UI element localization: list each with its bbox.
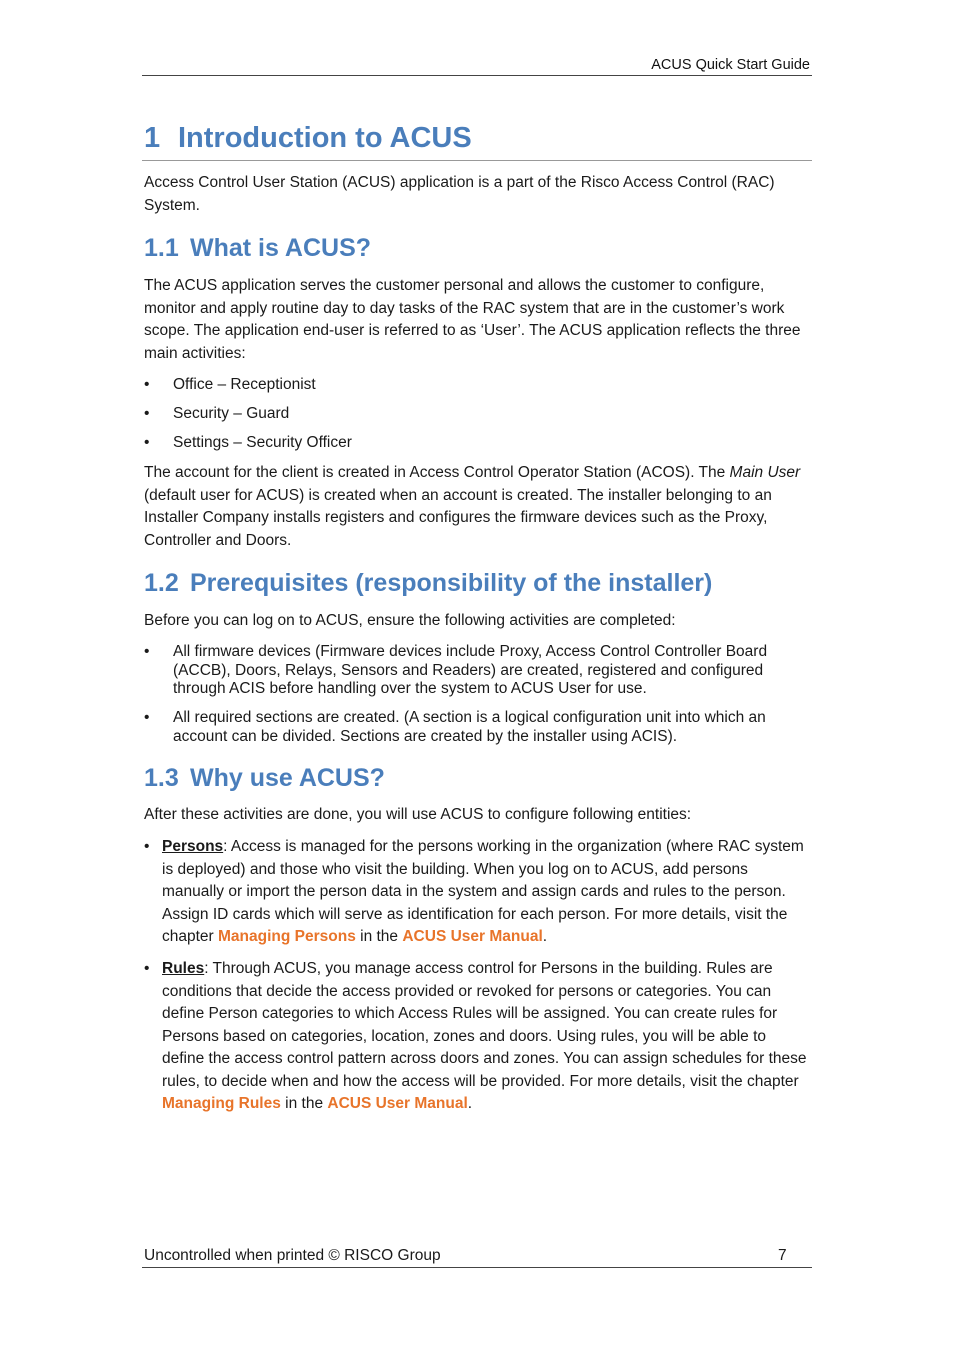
- section-title: Why use ACUS?: [190, 764, 385, 792]
- account-text-start: The account for the client is created in Access Control Operator Station (ACOS). The: [144, 464, 730, 481]
- what-is-paragraph: The ACUS application serves the customer personal and allows the customer to configure, monitor and apply routine day to day tasks of the RAC system that are in the customer’s work scope. The application end-user is referred to as ‘User’. The ACUS application reflects the three main activities:: [144, 277, 801, 362]
- section-title: What is ACUS?: [190, 234, 372, 262]
- managing-rules-link[interactable]: Managing Rules: [162, 1095, 281, 1112]
- account-text-end: (default user for ACUS) is created when an account is created. The installer belonging to an Installer Company installs registers and configures the firmware devices such as the Proxy, Controller and Doors.: [144, 486, 772, 549]
- persons-term: Persons: [162, 838, 224, 855]
- bullet-icon: •: [144, 960, 150, 977]
- bullet-icon: •: [144, 434, 150, 451]
- footer-rule: [142, 1267, 812, 1268]
- account-paragraph: [144, 462, 810, 552]
- bullet-icon: •: [144, 838, 150, 855]
- persons-end-text: .: [542, 928, 548, 945]
- persons-mid-text: in the: [355, 928, 403, 945]
- persons-description: : Access is managed for the persons working in the organization (where RAC system is deployed) and those who visit the building. When you log on to ACUS, add persons manually or import the person data in the system and assign cards and rules to the person. Assign ID cards which will serve as identification for each person. For more details, visit the chapter: [162, 838, 804, 945]
- rules-description: : Through ACUS, you manage access control for Persons in the building. Rules are conditions that decide the access provided or revoked for persons or categories. You can define Person categories to which Access Rules will be assigned. You can create rules for Persons based on categories, location, zones and doors. Using rules, you will be able to define the access control pattern across doors and zones. You can assign schedules for these rules, to decide when and how the access will be provided. For more details, visit the chapter: [162, 960, 807, 1090]
- chapter-heading: [144, 122, 472, 155]
- list-item: [144, 405, 810, 424]
- bullet-icon: •: [144, 405, 150, 422]
- list-item: [144, 434, 810, 453]
- prerequisites-paragraph: Before you can log on to ACUS, ensure the following activities are completed:: [144, 612, 676, 629]
- list-item: [144, 709, 810, 746]
- intro-paragraph: Access Control User Station (ACUS) application is a part of the Risco Access Control (RAC) System.: [144, 174, 775, 214]
- section-number: 1.2: [144, 569, 179, 597]
- section-number: 1.1: [144, 234, 179, 262]
- section-heading-1-3: [144, 764, 385, 793]
- list-item-text: Office – Receptionist: [173, 376, 316, 393]
- chapter-title: Introduction to ACUS: [178, 122, 472, 154]
- main-user-term: Main User: [729, 464, 801, 481]
- chapter-number: 1: [144, 122, 161, 154]
- rules-term: Rules: [162, 960, 205, 977]
- page-number: 7: [778, 1247, 787, 1264]
- list-item-text: Security – Guard: [173, 405, 290, 422]
- section-heading-1-2: [144, 569, 712, 598]
- acus-user-manual-link[interactable]: ACUS User Manual: [402, 928, 543, 945]
- rules-text: [162, 958, 810, 1116]
- header-rule: [142, 75, 812, 76]
- persons-text: [162, 836, 810, 949]
- managing-persons-link[interactable]: Managing Persons: [218, 928, 356, 945]
- section-title: Prerequisites (responsibility of the installer): [190, 569, 713, 597]
- acus-user-manual-link[interactable]: ACUS User Manual: [327, 1095, 468, 1112]
- bullet-icon: •: [144, 643, 150, 660]
- rules-end-text: .: [467, 1095, 473, 1112]
- bullet-icon: •: [144, 709, 150, 726]
- list-item-rules: [144, 958, 810, 1116]
- list-item-text: All required sections are created. (A section is a logical configuration unit into which an account can be divided. Sections are created by the installer using ACIS).: [173, 709, 766, 745]
- chapter-heading-rule: [142, 160, 812, 161]
- list-item-text: Settings – Security Officer: [173, 434, 352, 451]
- footer-copyright: Uncontrolled when printed © RISCO Group: [144, 1247, 441, 1264]
- list-item-persons: [144, 836, 810, 949]
- section-number: 1.3: [144, 764, 179, 792]
- list-item: [144, 643, 810, 699]
- running-header: ACUS Quick Start Guide: [651, 57, 810, 73]
- list-item: [144, 376, 810, 395]
- section-heading-1-1: [144, 234, 371, 263]
- bullet-icon: •: [144, 376, 150, 393]
- list-item-text: All firmware devices (Firmware devices include Proxy, Access Control Controller Board (ACCB), Doors, Relays, Sensors and Readers) are created, registered and configured through ACIS before handling over the system to ACUS User for use.: [173, 643, 768, 697]
- rules-mid-text: in the: [280, 1095, 328, 1112]
- why-use-paragraph: After these activities are done, you will use ACUS to configure following entities:: [144, 806, 692, 823]
